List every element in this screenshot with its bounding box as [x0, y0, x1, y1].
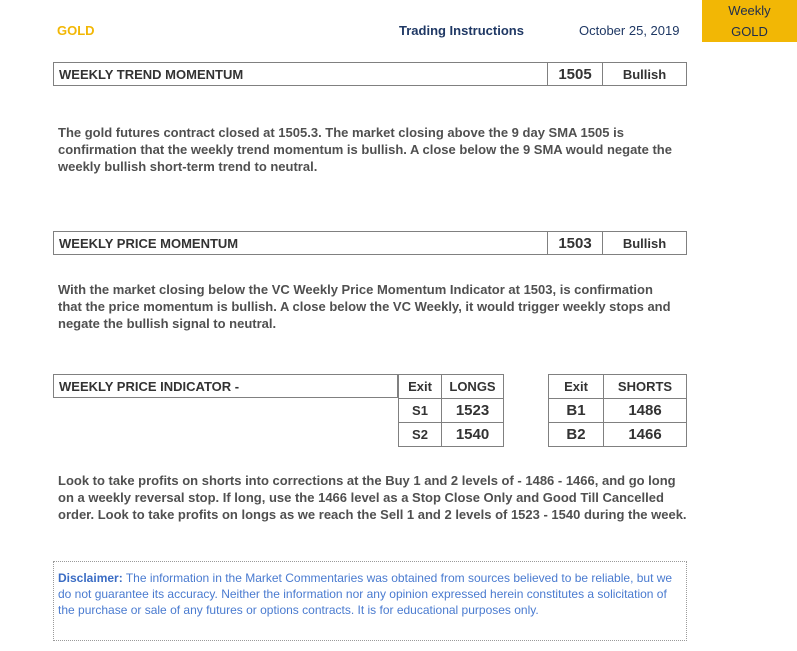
table-row: [399, 423, 504, 447]
commodity-label: GOLD: [57, 23, 95, 38]
price-momentum-row: [53, 231, 687, 255]
trend-momentum-value: 1505: [547, 63, 602, 85]
longs-exit-s2: S2: [399, 423, 442, 447]
price-momentum-value: 1503: [547, 232, 602, 254]
report-date: October 25, 2019: [579, 23, 680, 38]
longs-exit-header: Exit: [399, 375, 442, 399]
disclaimer-box: [53, 561, 687, 641]
shorts-exit-b1: B1: [549, 399, 604, 423]
shorts-value-b1: 1486: [604, 399, 687, 423]
price-indicator-label: WEEKLY PRICE INDICATOR -: [53, 374, 398, 398]
shorts-exit-b2: B2: [549, 423, 604, 447]
shorts-header: SHORTS: [604, 375, 687, 399]
badge-line-gold: GOLD: [731, 24, 768, 39]
shorts-exit-header: Exit: [549, 375, 604, 399]
table-row: [549, 399, 687, 423]
trend-momentum-text: The gold futures contract closed at 1505.3. The market closing above the 9 day SMA 1505 is confirmation that the weekly trend momentum is bullish. A close below the 9 SMA would negate the weekly bullish short-term trend to neutral.: [58, 125, 672, 174]
price-momentum-label: WEEKLY PRICE MOMENTUM: [59, 235, 239, 251]
table-row: [399, 399, 504, 423]
longs-value-s1: 1523: [442, 399, 504, 423]
table-row: [549, 423, 687, 447]
page-title: Trading Instructions: [399, 23, 524, 38]
badge-line-weekly: Weekly: [728, 3, 771, 18]
longs-value-s2: 1540: [442, 423, 504, 447]
trend-momentum-row: [53, 62, 687, 86]
longs-table: [398, 374, 504, 447]
price-momentum-text: With the market closing below the VC Weekly Price Momentum Indicator at 1503, is confirmation that the price momentum is bullish. A close below the VC Weekly, it would trigger weekly stops and negate the bullish signal to neutral.: [58, 282, 671, 331]
trend-momentum-label: WEEKLY TREND MOMENTUM: [59, 66, 244, 82]
price-momentum-status: Bullish: [602, 232, 686, 254]
price-indicator-text: Look to take profits on shorts into corrections at the Buy 1 and 2 levels of - 1486 - 1466, and go long on a weekly reversal stop. If long, use the 1466 level as a Stop Close Only and Good Till Cancelled order. Look to take profits on longs as we reach the Sell 1 and 2 levels of 1523 - 1540 during the week.: [58, 473, 687, 522]
disclaimer-text: The information in the Market Commentaries was obtained from sources believed to be reliable, but we do not guarantee its accuracy. Neither the information nor any opinion expressed herein constitutes a solicitation of the purchase or sale of any futures or options contracts. It is for educational purposes only.: [58, 571, 673, 617]
longs-exit-s1: S1: [399, 399, 442, 423]
trend-momentum-status: Bullish: [602, 63, 686, 85]
shorts-value-b2: 1466: [604, 423, 687, 447]
weekly-gold-badge: [702, 0, 797, 42]
longs-header: LONGS: [442, 375, 504, 399]
shorts-table: [548, 374, 687, 447]
disclaimer-label: Disclaimer:: [58, 571, 123, 585]
